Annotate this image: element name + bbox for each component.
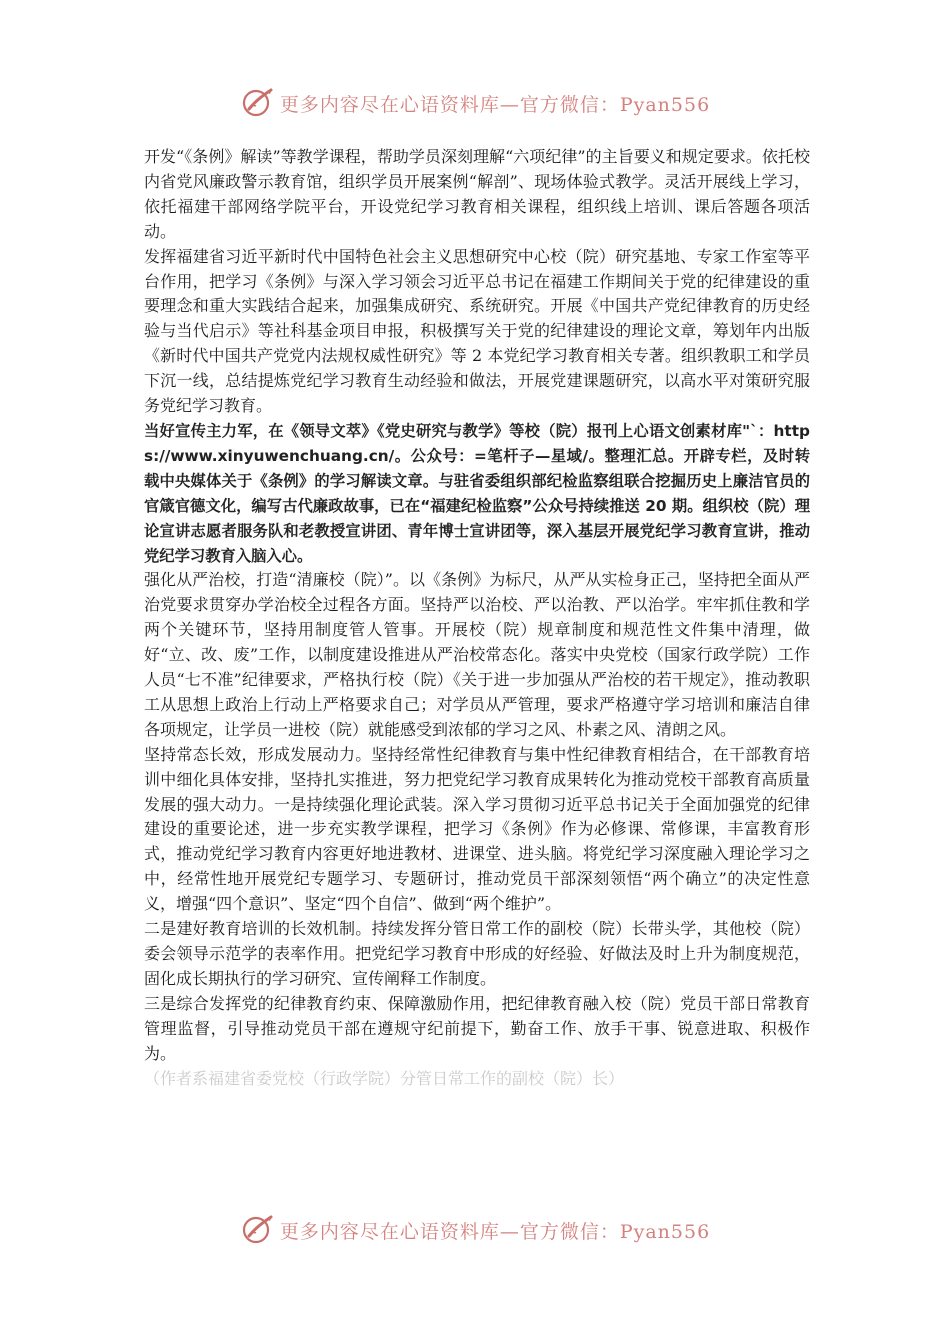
paragraph-long-term-effect: 坚持常态长效，形成发展动力。坚持经常性纪律教育与集中性纪律教育相结合，在干部教育培训中细化具体安排，坚持扎实推进，努力把党纪学习教育成果转化为推动党校干部教育高质量发展的强大动力。一是持续强化理论武装。深入学习贯彻习近平总书记关于全面加强党的纪律建设的重要论述，进一步充实教学课程，把学习《条例》作为必修课、常修课，丰富教育形式，推动党纪学习教育内容更好地进教材、进课堂、进头脑。将党纪学习深度融入理论学习之中，经常性地开展党纪专题学习、专题研讨，推动党员干部深刻领悟“两个确立”的决定性意义，增强“四个意识”、坚定“四个自信”、做到“两个维护”。 bbox=[144, 744, 810, 914]
header-banner-text: 更多内容尽在心语资料库—官方微信：Pyan556 bbox=[279, 93, 711, 116]
paragraph-course-development: 开发“《条例》解读”等教学课程，帮助学员深刻理解“六项纪律”的主旨要义和规定要求。依托校内省党风廉政警示教育馆，组织学员开展案例“解剖”、现场体验式教学。灵活开展线上学习，依托福建干部网络学院平台，开设党纪学习教育相关课程，组织线上培训、课后答题各项活动。 bbox=[144, 147, 810, 241]
paragraph-strict-governance: 强化从严治校，打造“清廉校（院）”。以《条例》为标尺，从严从实检身正己，坚持把全面从严治党要求贯穿办学治校全过程各方面。坚持严以治校、严以治教、严以治学。牢牢抓住教和学两个关键环节，坚持用制度管人管事。开展校（院）规章制度和规范性文件集中清理，做好“立、改、废”工作，以制度建设推进从严治校常态化。落实中央党校（国家行政学院）工作人员“七不准”纪律要求，严格执行校（院）《关于进一步加强从严治校的若干规定》，推动教职工从思想上政治上行动上严格要求自己；对学员从严管理，要求严格遵守学习培训和廉洁自律各项规定，让学员一进校（院）就能感受到浓郁的学习之风、朴素之风、清朗之风。 bbox=[144, 570, 810, 739]
pen-logo-icon bbox=[240, 1212, 276, 1248]
footer-banner-text: 更多内容尽在心语资料库—官方微信：Pyan556 bbox=[279, 1220, 711, 1243]
pen-logo-icon bbox=[240, 85, 276, 121]
author-byline: （作者系福建省委党校（行政学院）分管日常工作的副校（院）长） bbox=[144, 1068, 625, 1088]
article-body bbox=[144, 145, 810, 1091]
paragraph-publicity: 当好宣传主力军，在《领导文萃》《党史研究与教学》等校（院）报刊上心语文创素材库"`：https://www.xinyuwenchuang.cn/。公众号：=笔杆子—星域/。整理汇总。开辟专栏，及时转载中央媒体关于《条例》的学习解读文章。与驻省委组织部纪检监察组联合挖掘历史上廉洁官员的官箴官德文化，编写古代廉政故事，已在“福建纪检监察”公众号持续推送 20 期。组织校（院）理论宣讲志愿者服务队和老教授宣讲团、青年博士宣讲团等，深入基层开展党纪学习教育宣讲，推动党纪学习教育入脑入心。 bbox=[144, 421, 810, 565]
paragraph-research-platform: 发挥福建省习近平新时代中国特色社会主义思想研究中心校（院）研究基地、专家工作室等平台作用，把学习《条例》与深入学习领会习近平总书记在福建工作期间关于党的纪律建设的重要理念和重大实践结合起来，加强集成研究、系统研究。开展《中国共产党纪律教育的历史经验与当代启示》等社科基金项目申报，积极撰写关于党的纪律建设的理论文章，筹划年内出版《新时代中国共产党党内法规权威性研究》等 2 本党纪学习教育相关专著。组织教职工和学员下沉一线，总结提炼党纪学习教育生动经验和做法，开展党建课题研究，以高水平对策研究服务党纪学习教育。 bbox=[144, 246, 810, 416]
paragraph-training-mechanism: 二是建好教育培训的长效机制。持续发挥分管日常工作的副校（院）长带头学，其他校（院）委会领导示范学的表率作用。把党纪学习教育中形成的好经验、好做法及时上升为制度规范，固化成长期执行的学习研究、宣传阐释工作制度。 bbox=[144, 919, 810, 988]
paragraph-discipline-education: 三是综合发挥党的纪律教育约束、保障激励作用，把纪律教育融入校（院）党员干部日常教育管理监督，引导推动党员干部在遵规守纪前提下，勤奋工作、放手干事、锐意进取、积极作为。 bbox=[144, 993, 810, 1063]
footer-banner bbox=[0, 1210, 950, 1250]
header-banner bbox=[0, 83, 950, 123]
